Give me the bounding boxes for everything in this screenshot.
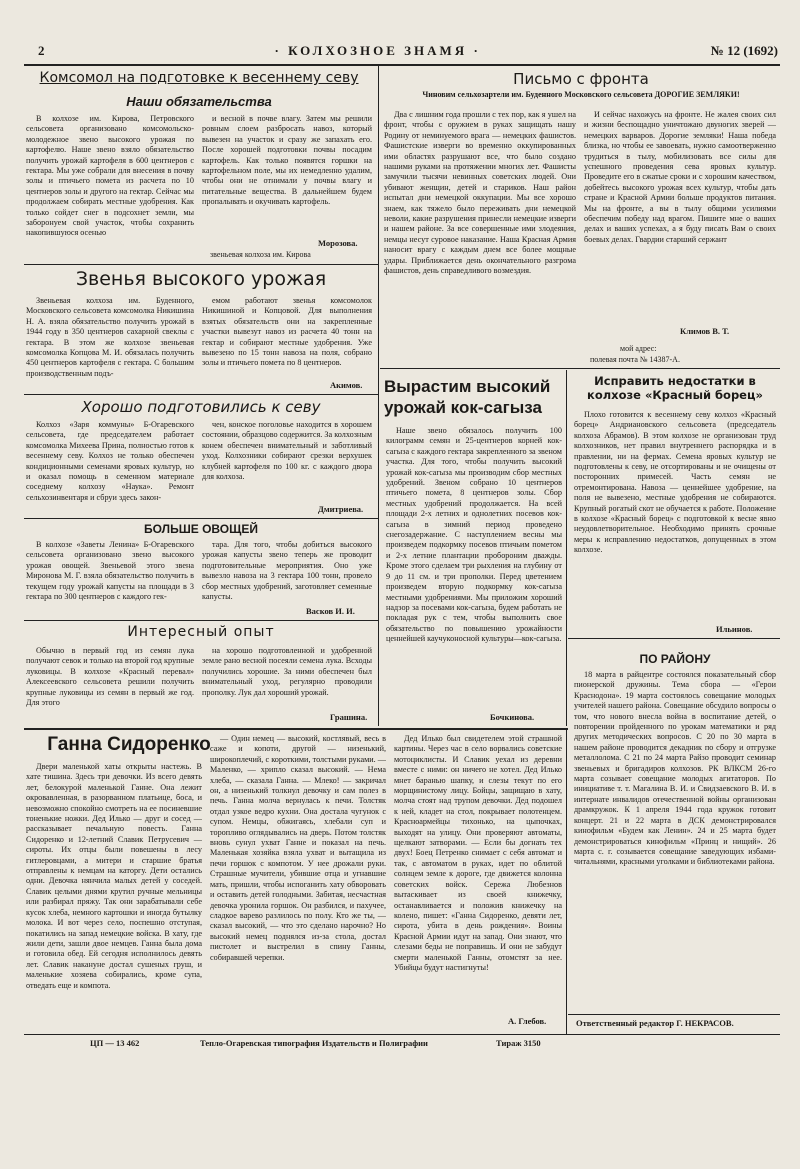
masthead-rule (24, 64, 780, 66)
section-rule (24, 264, 378, 265)
ganna-signature: А. Глебов. (508, 1016, 547, 1026)
komsomol-col1: В колхозе им. Кирова, Петровского сельсовета организовано комсомольско-молодежное звено высокого урожая по картофелю. Наше звено взяло обязательство получить урожай картофеля в 600 центнеров с гектара. Мы уже собрали для внесения в почву золы и птичьего помета из расчета по 10 центнеров золы и другого на гектар. Сейчас мы продолжаем собирать местные удобрения. Как только сойдет снег в подсохнет земли, мы заборонуем свой участок, чтобы сохранить накопившуюся осенью (26, 114, 194, 238)
opyt-heading: Интересный опыт (127, 624, 275, 640)
pismo-address: полевая почта № 14387-А. (590, 355, 680, 364)
column-divider (566, 370, 567, 726)
horosho-col1: Колхоз «Заря коммуны» Б-Огаревского сельсовета, где председателем работает комсомолка Михеева Прина, полностью готов к весеннему севу. Колхоз не только обеспечен кондиционными семенами яровых культур, но и оказал помощь в семенном материале соседнему колхозу «Наука». Ремонт сельхозинвентаря и сбруи здесь закон- (26, 420, 194, 502)
koksagyz-heading: Вырастим высокий урожай кок-сагыза (384, 377, 551, 417)
koksagyz-signature: Бочкинова. (490, 712, 535, 722)
pismo-signature: Климов В. Т. (680, 326, 730, 336)
pismo-intro: Чиновим сельхозартели им. Буденного Московского сельсовета ДОРОГИЕ ЗЕМЛЯКИ! (422, 90, 740, 99)
horosho-col2: чен, конское поголовье находится в хорошем состоянии, образцово содержится. За колхозным конем обеспечен внимательный и заботливый уход. Колхозники собирают срезки верхушек клубней картофеля по 100 кг. с каждого двора для колхоза. (202, 420, 372, 482)
footer-code: ЦП — 13 462 (90, 1038, 140, 1048)
footer-printer: Тепло-Огаревская типография Издательств и Полиграфии (200, 1038, 428, 1048)
section-rule (568, 1014, 780, 1015)
komsomol-heading: Комсомол на подготовке к весеннему севу (39, 70, 359, 86)
ganna-col1: Двери маленькой хаты открыты настежь. В хате тишина. Здесь три девочки. Из всего девять лет, белокурой маленькой Ганне. Она лежит окровавленная, в разорванном платьице, боса, и невозможно спокойно смотреть на ее посиневшие тоненькие ножки. Дед Илько — друг и сосед — рассказывает печальную повесть. Ганна Сидоренко и 12-летний Славик Петрусевич — сироты. Их отцы были повешены в лесу гитлеровцами, а митери и старшие братья отправлены к немцам на каторгу. Дети остались одни. Девочка нянчила малых детей у соседей. Славик целыми днями крутил ручные мельницы или разбирал пряжу. Так они зарабатывали себе кусок хлеба, немного картошки и иногда бутылку молока. И вот через село, поспешно отступая, покатились на запад немецкие войска. В хату, где жили дети, зашли двое немцев. Ганна была дома и готовила обед. Ей сегодня исполнилось девять лет. Славик накануне достал сушеных груш, и маленькие хозяева собирались, кроме супа, отведать еще и компота. (26, 762, 202, 990)
zvenya-col1: Звеньевая колхоза им. Буденного, Московского сельсовета комсомолка Никишина Н. А. взяла обязательство получить урожай в 1944 году в 350 центнеров сахарной свеклы с гектара. В этом же колхозе звеньевая комсомолка Копцова М. И. обязалась получить 450 центнеров картофеля с гектара. С большим производственным подъ- (26, 296, 194, 378)
opyt-col1: Обычно в первый год из семян лука получают севок и только на второй год крупные луковицы. В колхозе «Красный перевал» Алексеевского сельсовета решили получить крупные луковицы из семян в первый же год. Для этого (26, 646, 194, 708)
zvenya-heading: Звенья высокого урожая (75, 268, 327, 290)
opyt-signature: Грашина. (330, 712, 368, 722)
komsomol-col2: и весной в почве влагу. Затем мы решили ровным слоем разбросать навоз, который вывезен на участок и сразу же запахать его. После хорошей подготовки почвы посадим картофель. Как только появятся горшки на картофельном поле, мы их немедленно удалим, чтобы они не отнимали у почвы влагу и питательные вещества. В дальнейшем будем пропалывать и окучивать картофель. (202, 114, 372, 207)
section-rule (380, 368, 780, 369)
section-rule (568, 638, 780, 639)
pismo-address-label: мой адрес: (620, 344, 657, 353)
zvenya-col2: емом работают звенья комсомолок Никишиной и Копцовой. Для выполнения взятых обязательств они на закрепленные участки вывезут навоз из расчета 40 тонн на гектар и собирают местные удобрения. Уже вывезено по 15 тонн навоза на поля, собрано золы и птичьего помета по 8 центнеров. (202, 296, 372, 368)
masthead (38, 40, 778, 62)
ovoshey-col2: тара. Для того, чтобы добиться высокого урожая капусты звено теперь же проводит подготовительные мероприятия. Оно уже вывезло навоза на 3 гектара 100 тонн, провело сбор местных удобрений, заготовляет семенные капусты. (202, 540, 372, 602)
section-rule (24, 728, 568, 730)
ovoshey-col1: В колхозе «Заветы Ленина» Б-Огаревского сельсовета организовано звено высокого урожая овощей. Звеньевой этого звена Миронова М. Г. взяла обязательство получить в текущем году урожай капусты на площади в 3 гектара по 300 центнеров с каждого гек- (26, 540, 194, 602)
footer-tirazh: Тираж 3150 (496, 1038, 541, 1048)
rayon-text: 18 марта в райцентре состоялся показательный сбор пионерской дружины. Тема сбора — «Герои Краснодона». 19 марта состоялось совещание молодых учителей нашего района. Совещание обсудило вопросы о том, что нового внесла война в воспитание детей, о повторении пройденного по урокам математики и ряд других методических вопросов. С 20 по 30 марта в нашем районе проводится декадник по сбору и отгрузке металлолома. С 21 по 24 марта Райзо проводит семинар звеньевых и бригадиров колхозов. РК ВЛКСМ 26-го марта созывает совещание молодых агитаторов. По инициативе т. т. Магалина В. И. и Свидзаевского В. И. в интернате инвалидов отечественной войны организован драмкружок. К 1 апреля 1944 года кружок готовит концерт. 21 и 22 марта в ДСК демонстрировался кинофильм «Будем как Ленин». 24 и 25 марта будет демонстрироваться кинофильм «Принц и нищий». 26 марта с. г. созывается совещание заведующих избами-читальнями, красными уголками и библиотеками района. (574, 670, 776, 867)
pismo-col2: И сейчас нахожусь на фронте. Не жалея своих сил и жизни беспощадно уничтожаю двуногих зверей — немецких варваров. Дорогие земляки! Наша победа близка, но чтобы ее завоевать, нужно самоотверженно трудиться в тылу, мобилизовать все силы для успешного проведения сева яровых культур. Проведите его в сжатые сроки и с хорошим качеством, добейтесь высокого урожая всех культур, чтобы дать стране и Красной Армии больше продуктов питания. Мы на фронте, а вы в тылу общими усилиями обеспечим победу над врагом. Пишите мне о ваших делах и ваших успехах, а я буду писать Вам о своих боевых делах. Гвардии старший сержант (584, 110, 776, 244)
ovoshey-heading: БОЛЬШЕ ОВОЩЕЙ (144, 522, 258, 536)
pismo-col1: Два с лишним года прошли с тех пор, как я ушел на фронт, чтобы с оружием в руках защищать нашу Родину от неминуемого врага — немецких фашистов. Фашистские изверги во временно оккупированных ими областях разрушают все, что было создано нашими руками на протяжении многих лет. Фашисты замучили тысячи невинных советских людей. Они убивают женщин, детей и стариков. Наш район испытал дни немецкой оккупации. Мы все хорошо знаем, как тяжело было переживать дни немецкой неволи, какие разрушения принесли немецкие изверги и нашем районе. За все совершенные ими злодеяния, немцы несут суровое наказание. Наша Красная Армия наносит врагу с каждым днем все более мощные удары. Приближается день окончательного разгрома фашистов, день справедливого возмездия. (384, 110, 576, 276)
ganna-col3: Дед Илько был свидетелем этой страшной картины. Через час в село ворвались советские мотоциклисты. И Славик уехал из деревни вместе с ними: он ничего не хотел. Дед Илько мнет баранью шапку, и слезы текут по его морщинистому лицу. Бойцы, защищаю в хату, молча стоят над трупом девочки. Дед подошел к ней, кладет на стол, покрывает полотенцем. Красноармейцы тихонько, на цыпочках, выходят на улицу. Они проверяют автоматы, щелкают затворами. — Если бы догнать тех двух! Боец Петренко снимает с себя автомат и так, с автоматом в руках, идет по облитой солнцем земле к дороге, где движется колонна советских войск. Сережа Любезнов вытаскивает из своей книжечку, останавливается и положив книжечку на колено, пишет: «Ганна Сидоренко, девяти лет, сирота, убита в день рождения». Воины Красной Армии идут на запад. Они знают, что слезами беды не поправишь. И они не забудут смерти маленькой Ганны, отомстят за нее. Убийцы будут настигнуты! (394, 734, 562, 972)
paper-title: · КОЛХОЗНОЕ ЗНАМЯ · (274, 43, 481, 58)
ganna-heading: Ганна Сидоренко (47, 734, 211, 755)
komsomol-subheading: Наши обязательства (126, 94, 272, 109)
rayon-heading: ПО РАЙОНУ (639, 652, 711, 666)
ganna-col2: — Один немец — высокий, костлявый, весь в саже и копоти, другой — низенький, широкоплечий, с короткими, толстыми руками. — Маленко, — хрипло сказал высокий. — Нема хлеба, — сказала Ганна. — Млеко! — закричал он, а низенький толкнул девочку и сам полез в печь. Ганна молча вернулась к печи. Толстяк отдал узкое ведро кухни. Она достала чугунок с супом. Немцы, обжигаясь, хлебали суп и торопливо оглядывались на дверь. Потом толстяк вновь сунул ухват Ганне и показал на печь. Маленькая хозяйка взяла ухват и вытащила из печи горшок с компотом. У нее дрожали руки. Страшные мучители, убившие отца и угнавшие мать, пришли, чтобы испоганить хату обворовать и оставить детей голодными. Забитая, несчастная девочка уронила горшок. Он разбился, и пахучее, сладкое варево разлилось по полу. Кто же ты, — сказал высокий, — что это сделано нарочно? Но высокий немец поднялся из-за стола, достал пистолет и выстрелил в спину Ганны, собиравшей черепки. (210, 734, 386, 962)
section-rule (24, 620, 378, 621)
column-divider (378, 66, 379, 726)
pismo-heading: Письмо с фронта (513, 70, 649, 88)
krasny-heading: Исправить недостатки в колхозе «Красный борец» (587, 374, 763, 402)
krasny-signature: Ильинов. (716, 624, 753, 634)
column-divider (566, 728, 567, 1034)
krasny-col1: Плохо готовится к весеннему севу колхоз «Красный борец» Андриановского сельсовета (председатель колхоза Абрамов). В этом колхозе не организован труд колхозников, нет правил внутреннего распорядка и в правлении, ни на фермах. Семена яровых культур не подготовлены к севу, не отсортированы и не очищены от посторонних примесей. Часть семян не отремонтирована. Навоза — ценнейшее удобрение, на поля не вывезено, местные удобрения не собираются. Крупный рогатый скот не обучается к работе. Положение в колхозе «Красный борец» с подготовкой к весне явно неудовлетворительное. Необходимо принять срочные меры к исправлению недостатков, допущенных в этом колхозе. (574, 410, 776, 555)
koksagyz-col1: Наше звено обязалось получить 100 килограмм семян и 25-центнеров корней кок-сагыза с каждого гектара закрепленного за звеном участка. Для того, чтобы получить высокий урожай кок-сагыза мы производим сбор местных удобрений. Звеном собрано 10 центнеров птичьего помета, 8 центнеров золы. Сбор местных удобрений продолжается. На всей площади 2-х летних и однолетних посевов кок-сагыза в зимний период проведено снегозадержание. С наступлением весны мы произведем подкормку посевов птичьим пометом и 2-х летние плантации пробороним дважды. Кроме этого сделаем три рыхления на глубину от 9 до 11 см. и три прополки. Перед цветением произведем вторую подкормку кок-сагыза местными удобрениями. Мы приложим хороший надзор за посевами кок-сагыза, будем работать не покладая рук с тем, чтобы выполнить свое обязательство по повышению урожайности ценнейшей каучуконосной культуры—кок-сагыза. (386, 426, 562, 644)
page-number: 2 (38, 43, 45, 58)
issue-number: № 12 (1692) (710, 43, 778, 58)
horosho-heading: Хорошо подготовились к севу (81, 398, 321, 416)
section-rule (24, 518, 378, 519)
footer-rule (24, 1034, 780, 1035)
opyt-col2: на хорошо подготовленной и удобренной земле рано весной посеяли семена лука. Всходы получились хорошие. За ними обеспечен был внимательный уход, регулярно проводили прополку. Лук дал хороший урожай. (202, 646, 372, 697)
horosho-signature: Дмитриева. (318, 504, 364, 514)
zvenya-signature: Акимов. (330, 380, 363, 390)
section-rule (24, 394, 378, 395)
komsomol-signature: Морозова. (318, 238, 358, 248)
komsomol-signature-role: звеньевая колхоза им. Кирова (210, 250, 311, 259)
ovoshey-signature: Васков И. И. (306, 606, 355, 616)
editor-line: Ответственный редактор Г. НЕКРАСОВ. (576, 1018, 734, 1028)
